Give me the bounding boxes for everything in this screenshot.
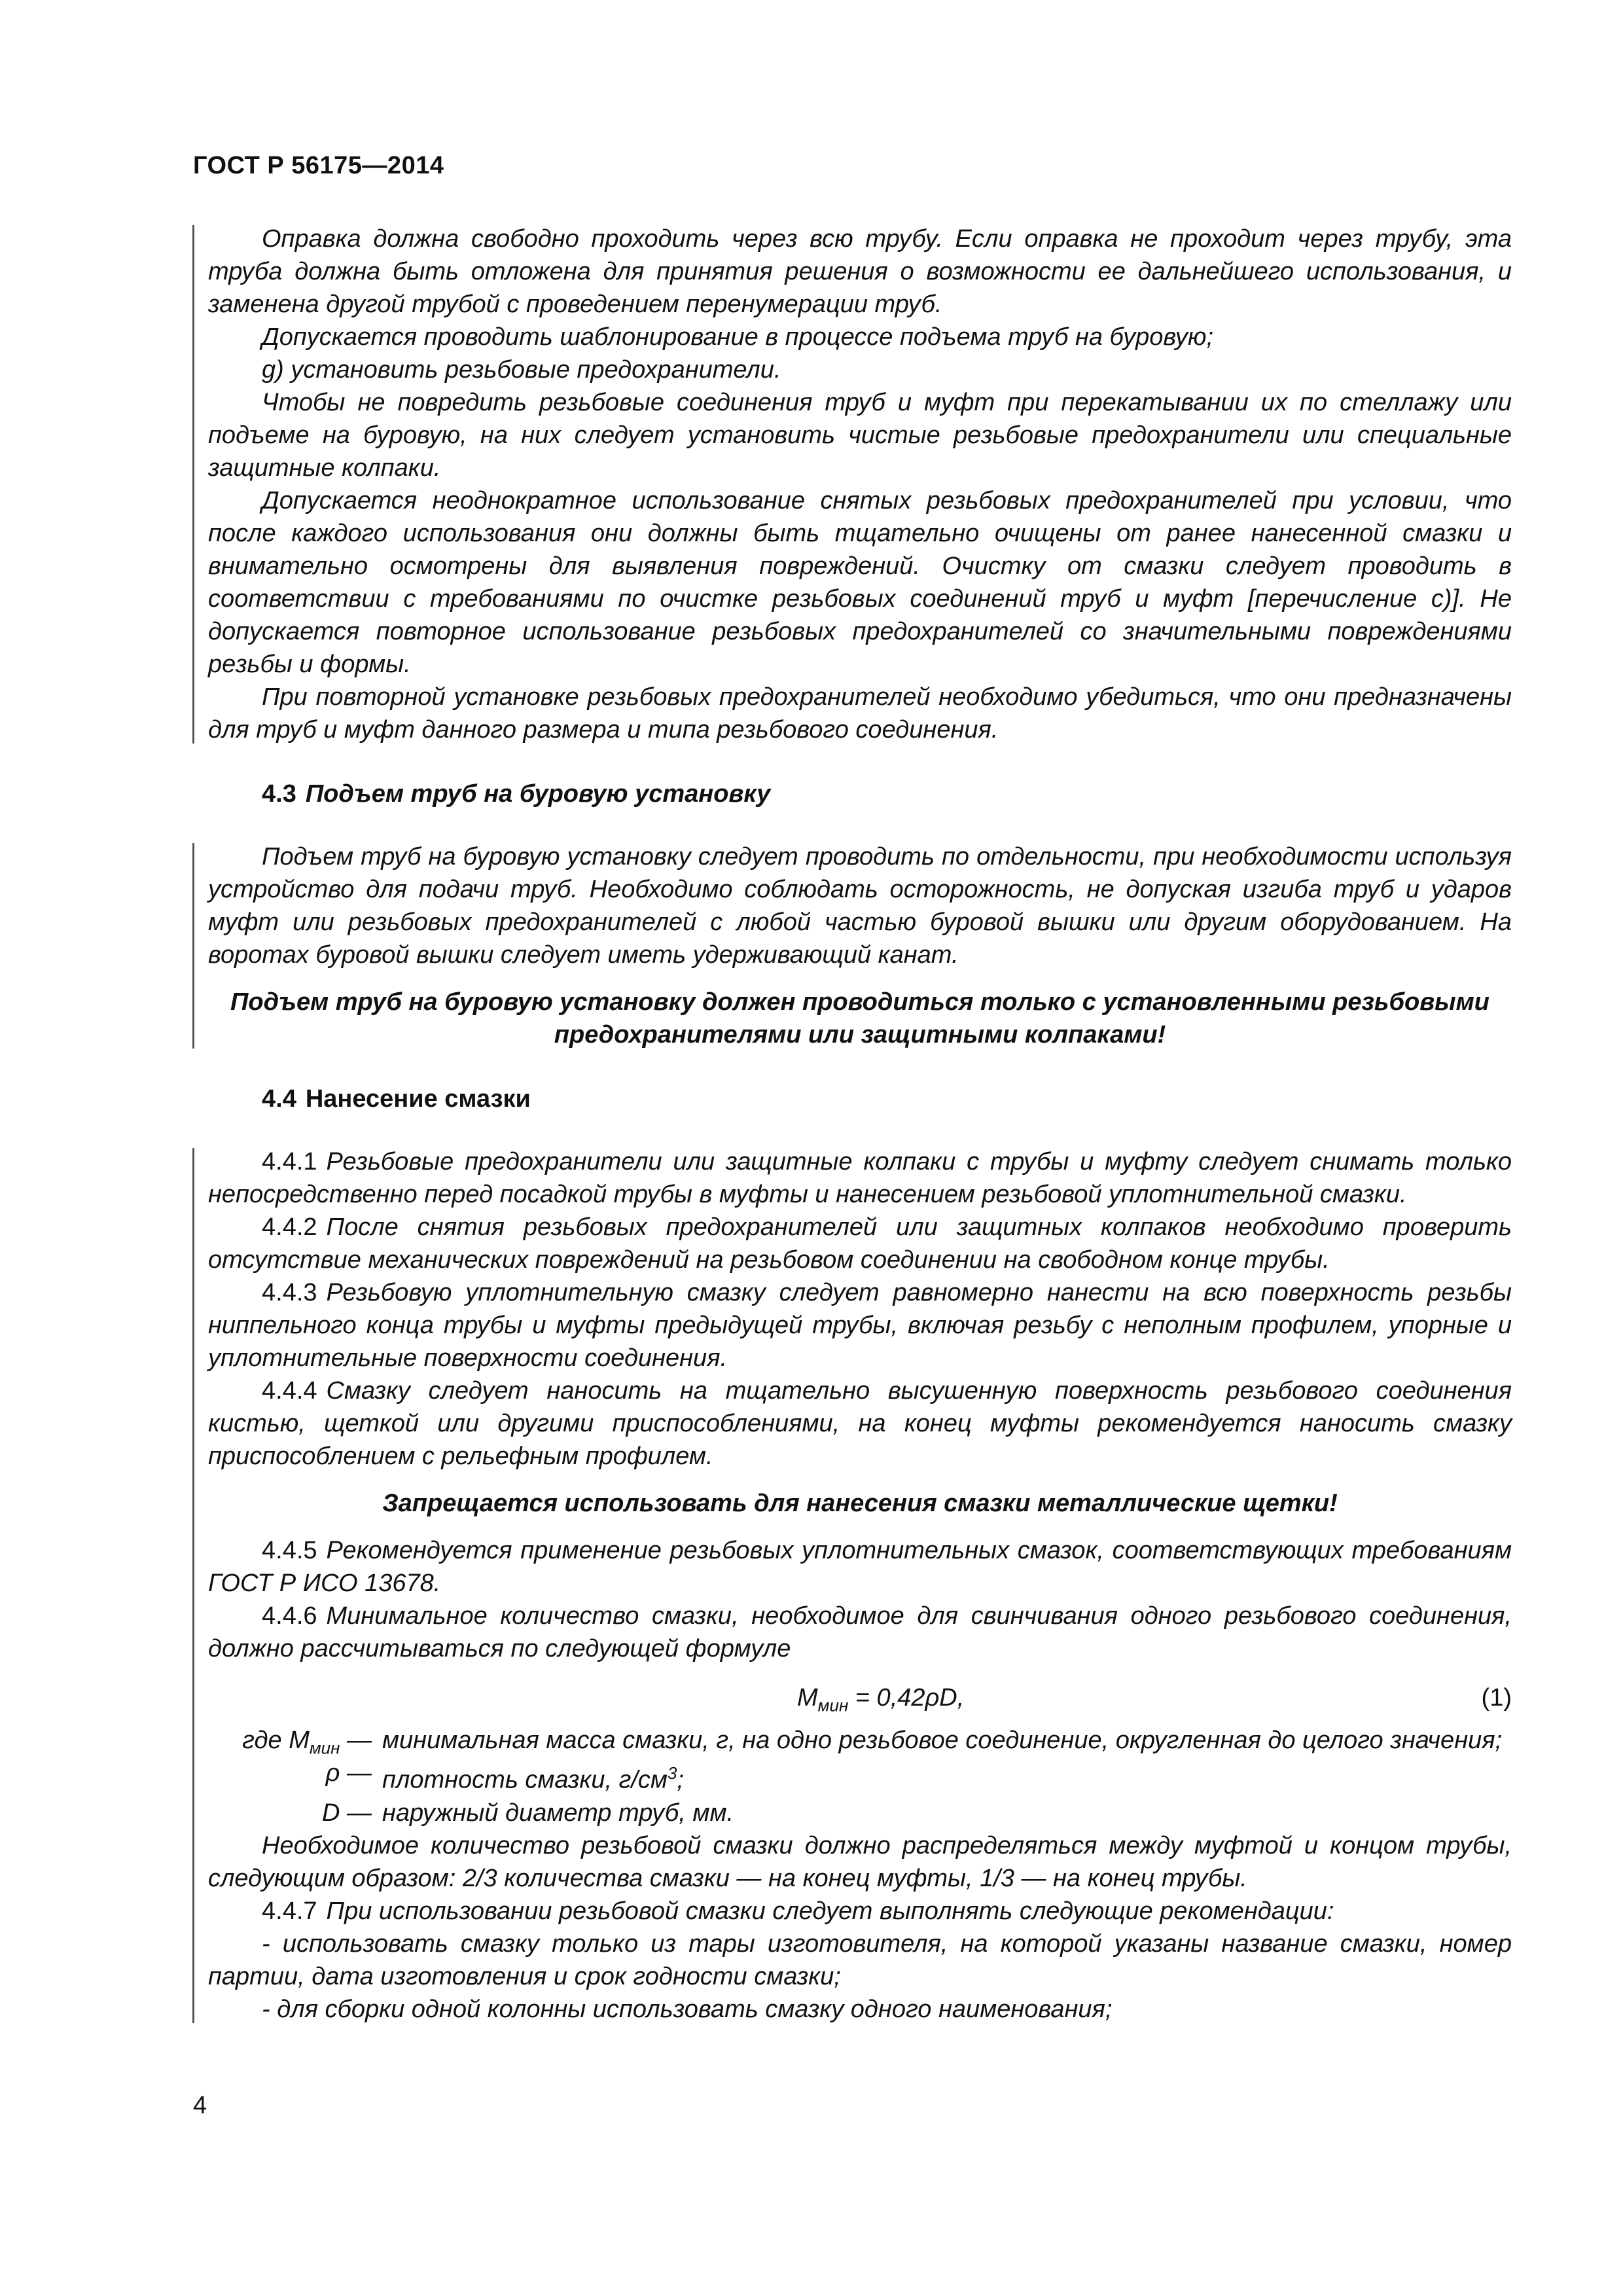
page-content — [208, 223, 1512, 2026]
section-heading-4-3 — [208, 778, 1512, 810]
paragraph: Необходимое количество резьбовой смазки должно распределяться между муфтой и концом трубы, следующим образом: 2/3 количества смазки — на конец муфты, 1/3 — на конец трубы. — [208, 1831, 1512, 1892]
paragraph: Оправка должна свободно проходить через всю трубу. Если оправка не проходит через трубу, эта труба должна быть отложена для принятия решения о возможности ее дальнейшего использования, и заменена другой трубой с проведением перенумерации труб. — [208, 225, 1512, 318]
block-mandrel-and-protectors — [208, 223, 1512, 746]
paragraph: Чтобы не повредить резьбовые соединения труб и муфт при перекатывании их по стеллажу или подъеме на буровую, на них следует установить чистые резьбовые предохранители или специальные защитные колпаки. — [208, 389, 1512, 482]
dash: — — [340, 1727, 372, 1754]
clause-4-4-7 — [208, 1895, 1512, 1928]
paragraph: Подъем труб на буровую установку следует проводить по отдельности, при необходимости используя устройство для подачи труб. Необходимо соблюдать осторожность, не допуская изгиба труб и ударов муфт или резьбовых предохранителей с любой частью буровой вышки или другим оборудованием. На воротах буровой вышки следует иметь удерживающий канат. — [208, 843, 1512, 969]
section-heading-4-4 — [208, 1083, 1512, 1115]
clause-text: Минимальное количество смазки, необходимое для свинчивания одного резьбового соединения, должно рассчитываться по следующей формуле — [208, 1602, 1512, 1662]
clause-4-4-2 — [208, 1211, 1512, 1276]
superscript: 3 — [667, 1763, 677, 1783]
document-code-header: ГОСТ Р 56175—2014 — [193, 152, 444, 179]
where-definition — [208, 1797, 1512, 1829]
description-tail: ; — [677, 1766, 684, 1794]
section-number: 4.3 — [262, 780, 296, 808]
symbol: D — [321, 1799, 340, 1827]
section-title: Нанесение смазки — [305, 1085, 531, 1113]
clause-number: 4.4.4 — [262, 1377, 317, 1405]
where-symbol — [208, 1757, 372, 1789]
clause-4-4-6 — [208, 1600, 1512, 1665]
clause-number: 4.4.1 — [262, 1148, 317, 1175]
where-definition — [208, 1724, 1512, 1757]
clause-text: Резьбовую уплотнительную смазку следует равномерно нанести на всю поверхность резьбы ниппельного конца трубы и муфты предыдущей трубы, включая резьбу с неполным профилем, упорные и уплотнительные поверхности соединения. — [208, 1279, 1512, 1372]
where-description: минимальная масса смазки, г, на одно резьбовое соединение, округленная до целого значения; — [382, 1727, 1503, 1754]
clause-text: При использовании резьбовой смазки следует выполнять следующие рекомендации: — [326, 1897, 1334, 1925]
clause-number: 4.4.6 — [262, 1602, 317, 1630]
description-text: плотность смазки, г/см — [382, 1766, 668, 1794]
list-item: - использовать смазку только из тары изготовителя, на которой указаны название смазки, номер партии, дата изготовления и срок годности смазки; — [208, 1929, 1512, 1990]
clause-number: 4.4.3 — [262, 1279, 317, 1306]
formula-lhs-subscript: мин — [817, 1695, 849, 1715]
clause-text: После снятия резьбовых предохранителей или защитных колпаков необходимо проверить отсутствие механических повреждений на резьбовом соединении на свободном конце трубы. — [208, 1213, 1512, 1274]
clause-number: 4.4.5 — [262, 1537, 317, 1564]
paragraph: При повторной установке резьбовых предохранителей необходимо убедиться, что они предназначены для труб и муфт данного размера и типа резьбового соединения. — [208, 683, 1512, 744]
where-description: наружный диаметр труб, мм. — [382, 1799, 734, 1827]
clause-4-4-4 — [208, 1374, 1512, 1473]
block-section-4-4 — [208, 1145, 1512, 2026]
formula-rhs: = 0,42ρD, — [848, 1684, 965, 1712]
clause-number: 4.4.7 — [262, 1897, 317, 1925]
block-section-4-3 — [208, 840, 1512, 1051]
dash: — — [340, 1799, 372, 1827]
paragraph: Допускается проводить шаблонирование в процессе подъема труб на буровую; — [262, 323, 1214, 351]
clause-number: 4.4.2 — [262, 1213, 317, 1241]
symbol: M — [289, 1727, 310, 1754]
formula-1 — [208, 1678, 1512, 1717]
dash: — — [340, 1759, 372, 1787]
clause-text: Смазку следует наносить на тщательно высушенную поверхность резьбового соединения кистью, щеткой или другими приспособлениями, на конец муфты рекомендуется наносить смазку приспособлением с рельефным профилем. — [208, 1377, 1512, 1470]
where-definition — [208, 1757, 1512, 1797]
equation-number: (1) — [1481, 1684, 1512, 1712]
clause-4-4-5 — [208, 1534, 1512, 1600]
clause-text: Рекомендуется применение резьбовых уплотнительных смазок, соответствующих требованиям ГОСТ Р ИСО 13678. — [208, 1537, 1512, 1597]
where-symbol — [208, 1797, 372, 1829]
formula-lhs: M — [797, 1684, 818, 1712]
page-number: 4 — [193, 2092, 207, 2119]
symbol-subscript: мин — [309, 1738, 340, 1758]
formula-expression — [797, 1678, 964, 1725]
list-item-g: g) установить резьбовые предохранители. — [262, 356, 781, 384]
section-title: Подъем труб на буровую установку — [305, 780, 771, 808]
warning-text: Запрещается использовать для нанесения смазки металлические щетки! — [382, 1490, 1338, 1517]
where-prefix: где — [242, 1727, 289, 1754]
where-description — [382, 1757, 1512, 1797]
section-number: 4.4 — [262, 1085, 296, 1113]
clause-4-4-1 — [208, 1145, 1512, 1211]
clause-text: Резьбовые предохранители или защитные колпаки с трубы и муфту следует снимать только непосредственно перед посадкой трубы в муфты и нанесением резьбовой уплотнительной смазки. — [208, 1148, 1512, 1208]
clause-4-4-3 — [208, 1276, 1512, 1374]
warning-text: Подъем труб на буровую установку должен проводиться только с установленными резьбовыми предохранителями или защитными колпаками! — [230, 988, 1489, 1049]
paragraph: Допускается неоднократное использование снятых резьбовых предохранителей при условии, что после каждого использования они должны быть тщательно очищены от ранее нанесенной смазки и внимательно осмотрены для выявления повреждений. Очистку от смазки следует проводить в соответствии с требованиями по очистке резьбовых соединений труб и муфт [перечисление с)]. Не допускается повторное использование резьбовых предохранителей со значительными повреждениями резьбы и формы. — [208, 487, 1512, 678]
symbol: ρ — [325, 1759, 340, 1787]
list-item: - для сборки одной колонны использовать смазку одного наименования; — [262, 1995, 1113, 2023]
